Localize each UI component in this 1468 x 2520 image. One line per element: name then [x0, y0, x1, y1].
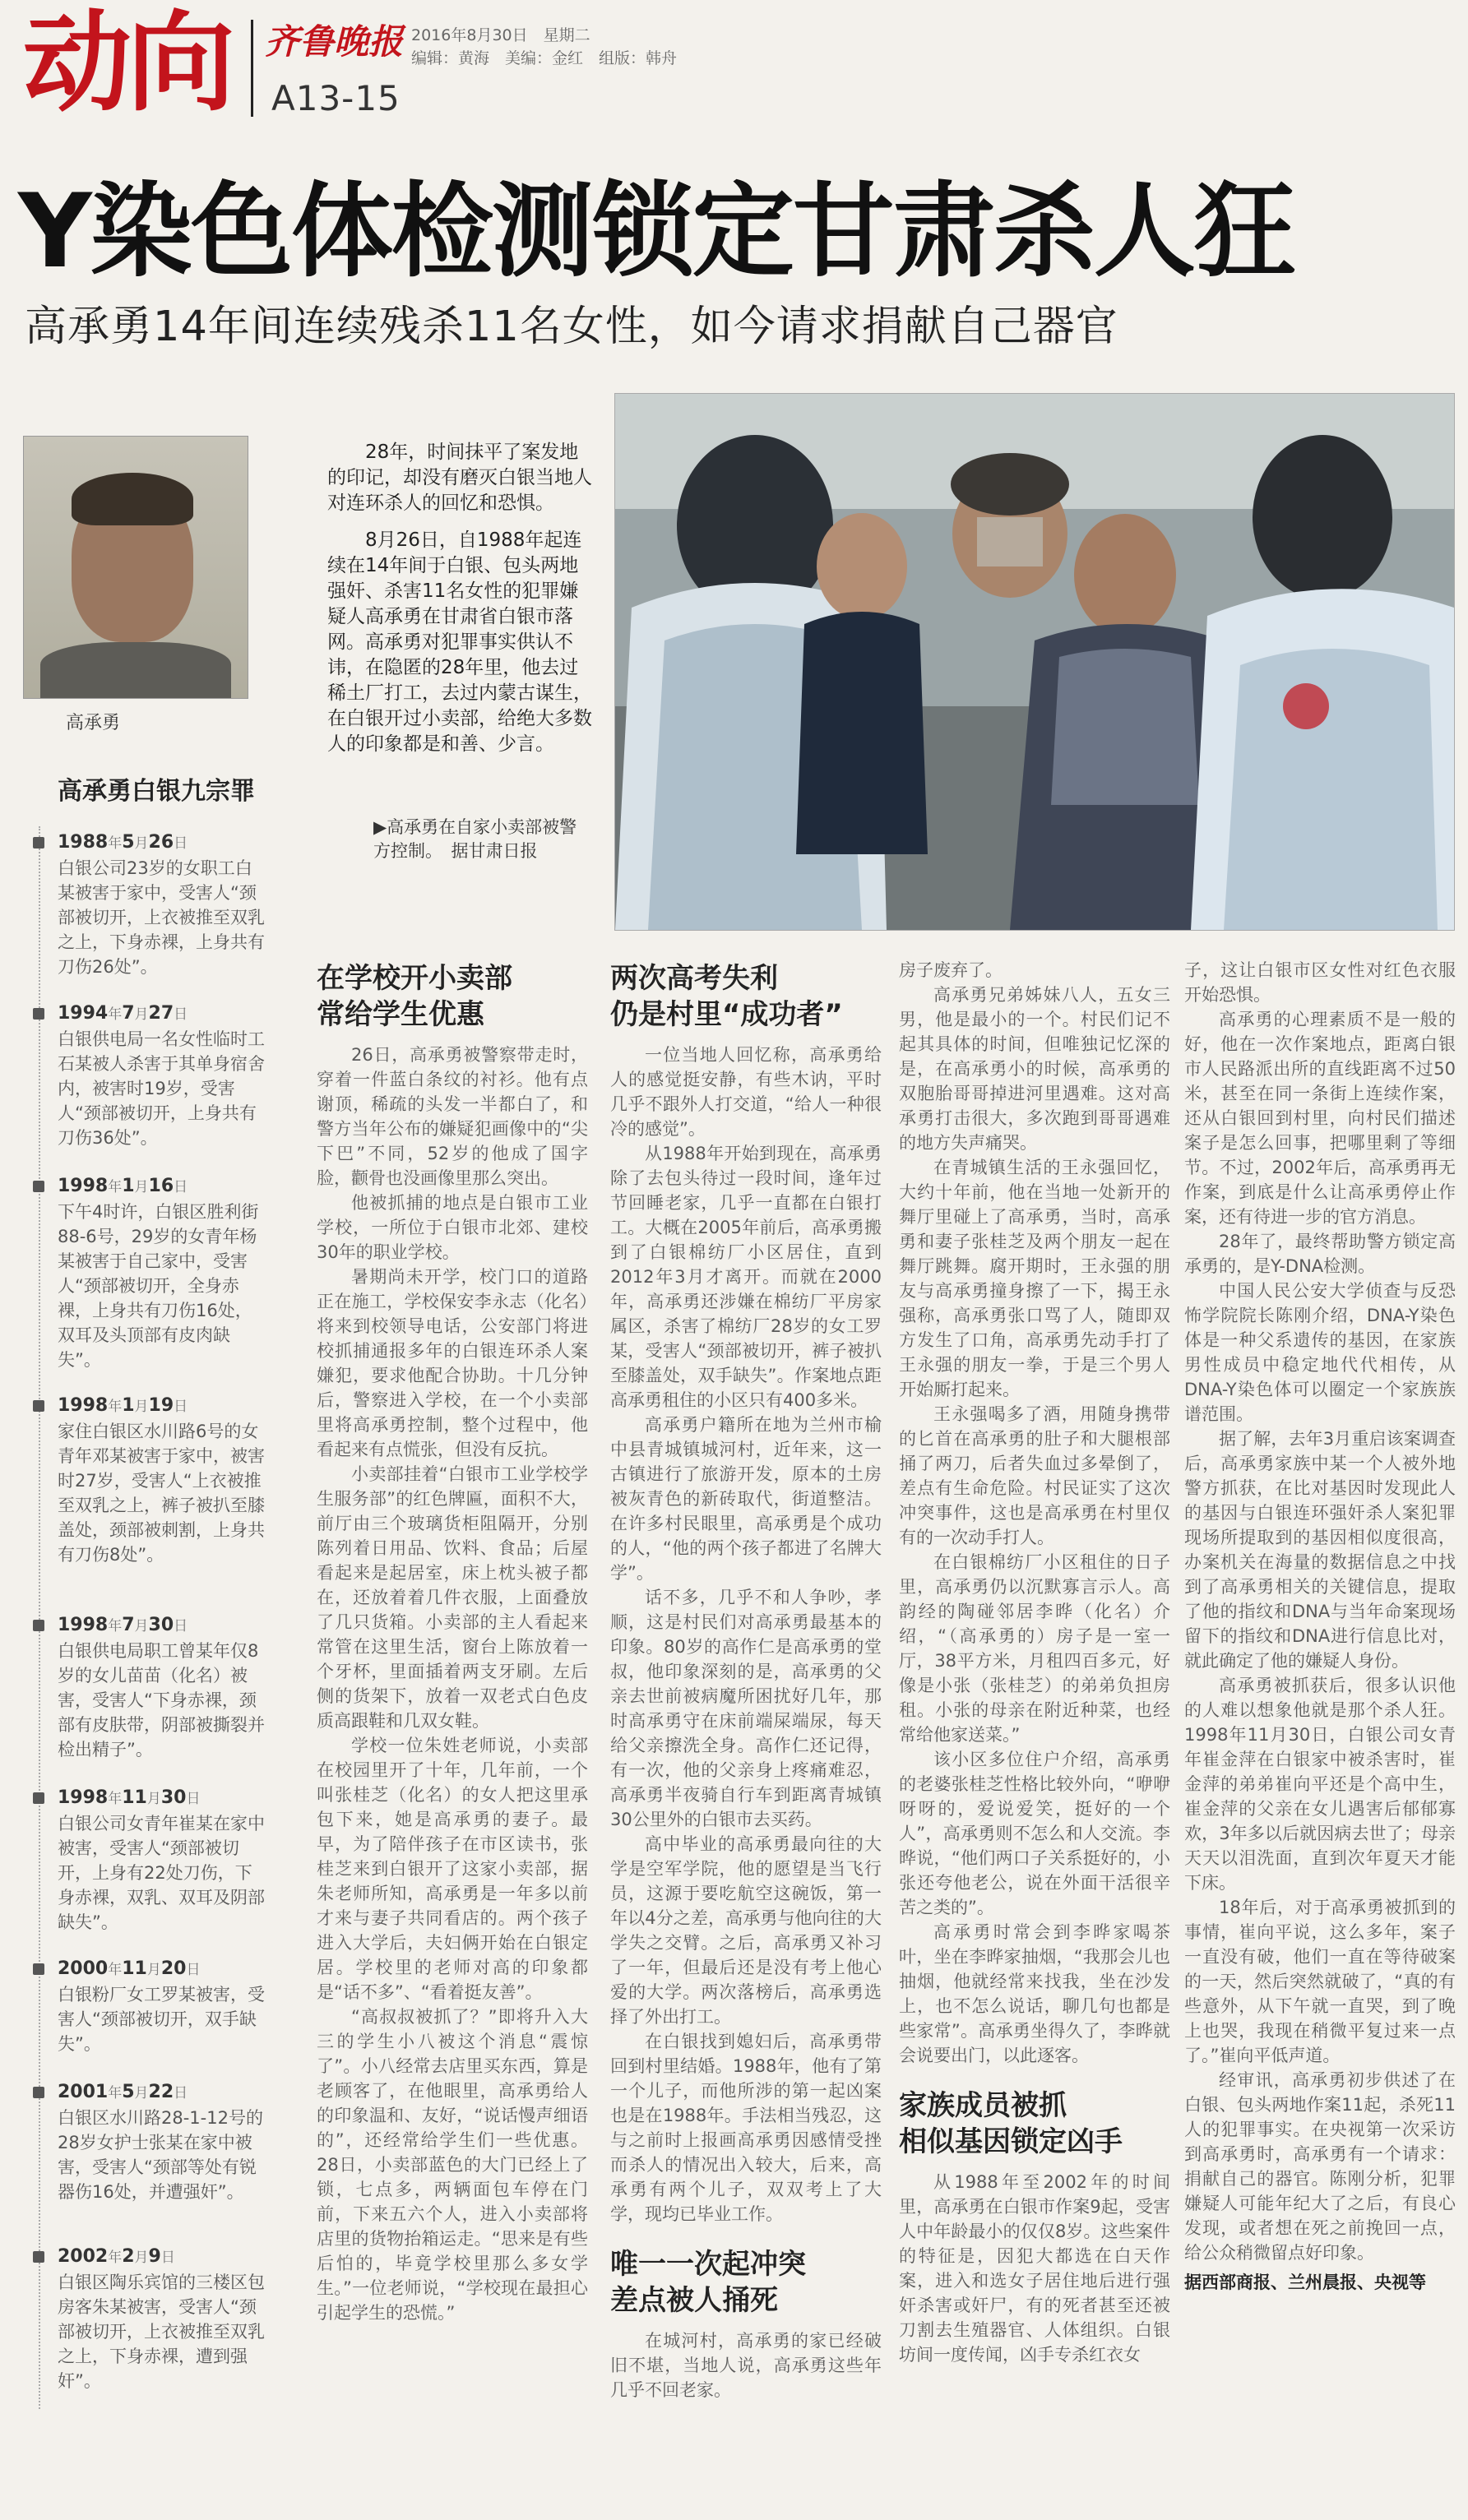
timeline-entry [58, 1957, 267, 2056]
date-day: 20 [160, 1958, 187, 1979]
date-day: 22 [148, 2082, 174, 2102]
paragraph: 从1988年开始到现在，高承勇除了去包头待过一段时间，逢年过节回睡老家，几乎一直都在白银打工。大概在2005年前后，高承勇搬到了白银棉纺厂小区居住，直到2012年3月才离开。而就在2000年，高承勇还涉嫌在棉纺厂平房家属区，杀害了棉纺厂28岁的女工罗某，受害人“颈部被切开，裤子被扒至膝盖处，双手缺失”。作案地点距高承勇租住的小区只有400多米。 [610, 1144, 882, 1410]
paragraph: 据了解，去年3月重启该案调查后，高承勇家族中某一个人被外地警方抓获，在比对基因时发现此人的基因与白银连环强奸杀人案犯罪现场所提取到的基因相似度很高，办案机关在海量的数据信息之中找到了高承勇相关的关键信息，提取了他的指纹和DNA与当年命案现场留下的指纹和DNA进行信息比对，就此确定了他的嫌疑人身份。 [1184, 1429, 1456, 1671]
timeline-entry [58, 1394, 267, 1567]
date-day: 9 [148, 2246, 161, 2267]
date-unit: 月 [146, 1791, 161, 1807]
timeline-date [58, 1174, 267, 1200]
timeline-date [58, 2080, 267, 2106]
timeline-date [58, 2245, 267, 2270]
date-month: 7 [122, 1615, 135, 1635]
timeline-marker [33, 1792, 44, 1804]
issue-date: 2016年8月30日 星期二 [411, 26, 590, 44]
timeline-marker [33, 1963, 44, 1975]
date-month: 5 [122, 2082, 135, 2102]
column-1-body [317, 1043, 588, 2325]
timeline-text: 白银区水川路28-1-12号的28岁女护士张某在家中被害，受害人“颈部等处有锐器伤16处，并遭强奸”。 [58, 2108, 263, 2202]
timeline-marker [33, 2251, 44, 2263]
paragraph: 话不多，几乎不和人争吵，孝顺，这是村民们对高承勇最基本的印象。80岁的高作仁是高承勇的堂叔，他印象深刻的是，高承勇的父亲去世前被病魔所困扰好几年，那时高承勇守在床前端屎端尿，每天给父亲擦洗全身。高作仁还记得，有一次，他的父亲身上疼痛难忍，高承勇半夜骑自行车到距离青城镇30公里外的白银市去买药。 [610, 1588, 882, 1829]
column-3-body-top [899, 958, 1170, 2068]
date-day: 30 [148, 1615, 174, 1635]
date-unit: 月 [134, 1006, 149, 1023]
timeline-marker [33, 1620, 44, 1631]
newspaper-logo: 齐鲁晚报 [265, 21, 404, 62]
paragraph: 18年后，对于高承勇被抓到的事情，崔向平说，这么多年，案子一直没有破，他们一直在等待破案的一天，然后突然就破了，“真的有些意外，从下午就一直哭，到了晚上也哭，我现在稍微平复过来一点了。”崔向平低声道。 [1184, 1898, 1456, 2065]
paragraph: 高承勇户籍所在地为兰州市榆中县青城镇城河村，近年来，这一古镇进行了旅游开发，原本的土房被灰青色的新砖取代，街道整洁。在许多村民眼里，高承勇是个成功的人，“他的两个孩子都进了名牌大学”。 [610, 1415, 882, 1583]
timeline-text: 白银供电局一名女性临时工石某被人杀害于其单身宿舍内，被害时19岁，受害人“颈部被切开，上身共有刀伤36处”。 [58, 1029, 265, 1148]
date-unit: 月 [146, 1962, 161, 1978]
paragraph: 暑期尚未开学，校门口的道路正在施工，学校保安李永志（化名）将来到校领导电话，公安部门将进校抓捕通报多年的白银连环杀人案嫌犯，要求他配合协助。十几分钟后，警察进入学校，在一个小卖部里将高承勇控制，整个过程中，他看起来有点慌张，但没有反抗。 [317, 1267, 588, 1459]
timeline-line [39, 826, 41, 2409]
paragraph: 子，这让白银市区女性对红色衣服开始恐惧。 [1184, 960, 1456, 1005]
portrait-hair [72, 473, 193, 525]
date-day: 19 [148, 1395, 174, 1416]
date-unit: 年 [108, 1399, 123, 1415]
paragraph: 26日，高承勇被警察带走时，穿着一件蓝白条纹的衬衫。他有点谢顶，稀疏的头发一半都白了，和警方当年公布的嫌疑犯画像中的“尖下巴”不同，52岁的他成了国字脸，颧骨也没画像里那么突出。 [317, 1045, 588, 1188]
timeline-marker [33, 1400, 44, 1412]
timeline-entry [58, 1174, 267, 1372]
timeline-entry [58, 1001, 267, 1150]
column-2 [610, 960, 882, 2402]
timeline-date [58, 830, 267, 856]
date-day: 30 [160, 1787, 187, 1808]
timeline-entry [58, 1613, 267, 1762]
date-year: 1998 [58, 1615, 109, 1635]
timeline-date [58, 1001, 267, 1027]
paragraph: 在白银棉纺厂小区租住的日子里，高承勇仍以沉默寡言示人。高韵经的陶碰邻居李晔（化名）介绍，“（高承勇的）房子是一室一厅，38平方米，月租四百多元，好像是小张（张桂芝）的弟弟负担房租。小张的母亲在附近种菜，也经常给他家送菜。” [899, 1552, 1170, 1745]
column-2b-heading: 唯一一次起冲突 差点被人捅死 [610, 2248, 806, 2317]
date-unit: 月 [134, 2250, 149, 2266]
date-month: 11 [122, 1787, 147, 1808]
paragraph: 他被抓捕的地点是白银市工业学校，一所位于白银市北郊、建校30年的职业学校。 [317, 1193, 588, 1262]
section-title: 动向 [23, 0, 230, 127]
timeline-text: 白银区陶乐宾馆的三楼区包房客朱某被害，受害人“颈部被切开，上衣被推至双乳之上，下身赤裸，遭到强奸”。 [58, 2273, 265, 2391]
date-unit: 日 [186, 1791, 201, 1807]
paragraph: 28年了，最终帮助警方锁定高承勇的，是Y-DNA检测。 [1184, 1232, 1456, 1276]
paragraph: 高承勇被抓获后，很多认识他的人难以想象他就是那个杀人狂。1998年11月30日，白银公司女青年崔金萍在白银家中被杀害时，崔金萍的弟弟崔向平还是个高中生，崔金萍的父亲在女儿遇害后郁郁寡欢，3年多以后就因病去世了；母亲天天以泪洗面，直到次年夏天才能下床。 [1184, 1676, 1456, 1893]
timeline-marker [33, 837, 44, 848]
timeline-marker [33, 1181, 44, 1192]
paragraph: 经审讯，高承勇初步供述了在白银、包头两地作案11起，杀死11人的犯罪事实。在央视第一次采访到高承勇时，高承勇有一个请求：捐献自己的器官。陈刚分析，犯罪嫌疑人可能年纪大了之后，有良心发现，或者想在死之前挽回一点，给公众稍微留点好印象。 [1184, 2070, 1456, 2263]
date-unit: 年 [108, 1006, 123, 1023]
date-unit: 年 [108, 1791, 123, 1807]
paragraph: “高叔叔被抓了？”即将升入大三的学生小八被这个消息“震惊了”。小八经常去店里买东西，算是老顾客了，在他眼里，高承勇给人的印象温和、友好，“说话慢声细语的”，还经常给学生们一些优惠。28日，小卖部蓝色的大门已经上了锁，七点多，两辆面包车停在门前，下来五六个人，进入小卖部将店里的货物抬箱运走。“思来是有些后怕的，毕竟学校里那么多女学生。”一位老师说，“学校现在最担心引起学生的恐慌。” [317, 2007, 588, 2323]
column-3-heading: 家族成员被抓 相似基因锁定凶手 [899, 2089, 1123, 2158]
paragraph: 在青城镇生活的王永强回忆，大约十年前，他在当地一处新开的舞厅里碰上了高承勇，当时，高承勇和妻子张桂芝及两个朋友一起在舞厅跳舞。腐开期时，王永强的朋友与高承勇撞身擦了一下，揭王永强称，高承勇张口骂了人，随即双方发生了口角，高承勇先动手打了王永强的朋友一拳，于是三个男人开始厮打起来。 [899, 1158, 1170, 1399]
editors-credit: 编辑：黄海 美编：金红 组版：韩舟 [411, 49, 678, 67]
paragraph: 王永强喝多了酒，用随身携带的匕首在高承勇的肚子和大腿根部捅了两刀，后者失血过多晕倒了，差点有生命危险。村民证实了这次冲突事件，这也是高承勇在村里仅有的一次动手打人。 [899, 1404, 1170, 1547]
timeline-marker [33, 2087, 44, 2098]
date-year: 2002 [58, 2246, 109, 2267]
paragraph: 学校一位朱姓老师说，小卖部在校园里开了十年，几年前，一个叫张桂芝（化名）的女人把这里承包下来，她是高承勇的妻子。最早，为了陪伴孩子在市区读书，张桂芝来到白银开了这家小卖部，据朱老师所知，高承勇是一年多以前才来与妻子共同看店的。两个孩子进入大学后，夫妇俩开始在白银定居。学校里的老师对高的印象都是“话不多”、“看着挺友善”。 [317, 1736, 588, 2002]
date-unit: 年 [108, 1618, 123, 1635]
headline: Y染色体检测锁定甘肃杀人狂 [18, 173, 1294, 291]
paragraph: 小卖部挂着“白银市工业学校学生服务部”的红色牌匾，面积不大，前厅由三个玻璃货柜阻隔开，分别陈列着日用品、饮料、食品；后屋看起来是起居室，床上枕头被子都在，还放着着几件衣服，上面叠放了几只货箱。小卖部的主人看起来常管在这里生活，窗台上陈放着一个牙杯，里面插着两支牙刷。左后侧的货架下，放着一双老式白色皮质高跟鞋和几双女鞋。 [317, 1464, 588, 1731]
timeline-date [58, 1786, 267, 1811]
subheadline: 高承勇14年间连续残杀11名女性，如今请求捐献自己器官 [25, 303, 1118, 351]
column-2-body [610, 1043, 882, 2226]
date-day: 26 [148, 832, 174, 853]
timeline-text: 白银公司女青年崔某在家中被害，受害人“颈部被切开，上身有22处刀伤，下身赤裸，双乳、双耳及阴部缺失”。 [58, 1814, 265, 1932]
lead-paragraph-2: 8月26日，自1988年起连续在14年间于白银、包头两地强奸、杀害11名女性的犯罪嫌疑人高承勇在甘肃省白银市落网。高承勇对犯罪事实供认不讳，在隐匿的28年里，他去过稀土厂打工，去过内蒙古谋生，在白银开过小卖部，给绝大多数人的印象都是和善、少言。 [327, 529, 592, 755]
date-day: 27 [148, 1003, 174, 1024]
column-3-body-bottom [899, 2170, 1170, 2367]
paragraph: 在白银找到媳妇后，高承勇带回到村里结婚。1988年，他有了第一个儿子，而他所涉的第一起凶案也是在1988年。手法相当残忍，这与之前时上报画高承勇因感情受挫而杀人的情况出入较大，后来，高承勇有两个儿子，双双考上了大学，现均已毕业工作。 [610, 2032, 882, 2224]
paragraph: 高承勇兄弟姊妹八人，五女三男，他是最小的一个。村民们记不起其具体的时间，但唯独记忆深的是，在高承勇小的时候，高承勇的双胞胎哥哥掉进河里遇难。这对高承勇打击很大，多次跑到哥哥遇难的地方失声痛哭。 [899, 985, 1170, 1153]
date-year: 1998 [58, 1395, 109, 1416]
column-2-heading: 两次高考失利 仍是村里“成功者” [610, 962, 843, 1031]
date-month: 11 [122, 1958, 147, 1979]
date-month: 1 [122, 1176, 135, 1196]
date-year: 2001 [58, 2082, 109, 2102]
portrait-caption: 高承勇 [66, 713, 121, 733]
date-unit: 月 [134, 1618, 149, 1635]
date-month: 5 [122, 832, 135, 853]
date-unit: 月 [134, 1399, 149, 1415]
date-unit: 日 [174, 1399, 188, 1415]
timeline-marker [33, 1008, 44, 1020]
date-month: 1 [122, 1395, 135, 1416]
date-unit: 年 [108, 1962, 123, 1978]
timeline-date [58, 1394, 267, 1419]
lead-paragraph-1: 28年，时间抹平了案发地的印记，却没有磨灭白银当地人对连环杀人的回忆和恐惧。 [327, 442, 592, 514]
date-unit: 月 [134, 2085, 149, 2102]
date-unit: 年 [108, 2250, 123, 2266]
arrest-photo [614, 393, 1455, 931]
timeline-text: 白银供电局职工曾某年仅8岁的女儿苗苗（化名）被害，受害人“下身赤裸，颈部有皮肤带，阴部被撕裂并检出精子”。 [58, 1641, 265, 1759]
paragraph: 高承勇的心理素质不是一般的好，他在一次作案地点，距离白银市人民路派出所的直线距离不过50米，甚至在同一条街上连续作案，还从白银回到村里，向村民们描述案子是怎么回事，把哪里剩了等细节。不过，2002年后，高承勇再无作案，到底是什么让高承勇停止作案，还有待进一步的官方消息。 [1184, 1010, 1456, 1227]
arrest-photo-illustration [615, 394, 1454, 930]
paragraph: 高承勇时常会到李晔家喝茶叶，坐在李晔家抽烟，“我那会儿也抽烟，他就经常来找我，坐在沙发上，也不怎么说话，聊几句也都是些家常”。高承勇坐得久了，李晔就会说要出门，以此逐客。 [899, 1922, 1170, 2065]
timeline-title: 高承勇白银九宗罪 [58, 777, 255, 806]
timeline-text: 白银公司23岁的女职工白某被害于家中，受害人“颈部被切开，上衣被推至双乳之上，下身赤裸，上身共有刀伤26处”。 [58, 858, 265, 977]
column-1 [317, 960, 588, 2325]
date-unit: 日 [174, 1006, 188, 1023]
paragraph: 该小区多位住户介绍，高承勇的老婆张桂芝性格比较外向，“咿咿呀呀的，爱说爱笑，挺好的一个人”，高承勇则不怎么和人交流。李晔说，“他们两口子关系挺好的，小张还夸他老公，说在外面干活很辛苦之类的”。 [899, 1750, 1170, 1917]
column-4 [1184, 958, 1456, 2295]
column-2b-body [610, 2328, 882, 2402]
date-unit: 日 [174, 1618, 188, 1635]
date-unit: 日 [174, 835, 188, 852]
date-year: 1994 [58, 1003, 109, 1024]
lead-text [327, 440, 595, 757]
paragraph: 高中毕业的高承勇最向往的大学是空军学院，他的愿望是当飞行员，这源于要吃航空这碗饭，第一年以4分之差，高承勇与他向往的大学失之交臂。之后，高承勇又补习了一年，但最后还是没有考上他心爱的大学。两次落榜后，高承勇选择了外出打工。 [610, 1834, 882, 2027]
timeline-text: 下午4时许，白银区胜利街88-6号，29岁的女青年杨某被害于自己家中，受害人“颈部被切开，全身赤裸，上身共有刀伤16处，双耳及头顶部有皮肉缺失”。 [58, 1202, 259, 1370]
photo-caption: ▶高承勇在自家小卖部被警方控制。 据甘肃日报 [373, 817, 577, 861]
timeline-text: 白银粉厂女工罗某被害，受害人“颈部被切开，双手缺失”。 [58, 1985, 265, 2054]
date-month: 2 [122, 2246, 135, 2267]
date-unit: 日 [174, 1179, 188, 1195]
timeline-date [58, 1957, 267, 1982]
suspect-portrait [23, 436, 248, 699]
column-3 [899, 958, 1170, 2367]
timeline-entry [58, 830, 267, 979]
date-unit: 日 [174, 2085, 188, 2102]
timeline-text: 家住白银区水川路6号的女青年邓某被害于家中，被害时27岁，受害人“上衣被推至双乳之上，裤子被扒至膝盖处，颈部被刺割，上身共有刀伤8处”。 [58, 1422, 265, 1565]
date-year: 1998 [58, 1176, 109, 1196]
timeline-entry [58, 1786, 267, 1935]
date-unit: 年 [108, 835, 123, 852]
date-unit: 年 [108, 1179, 123, 1195]
date-unit: 日 [160, 2250, 175, 2266]
date-year: 1998 [58, 1787, 109, 1808]
date-day: 16 [148, 1176, 174, 1196]
source-credit: 据西部商报、兰州晨报、央视等 [1184, 2273, 1426, 2292]
timeline-date [58, 1613, 267, 1639]
date-unit: 年 [108, 2085, 123, 2102]
paragraph: 从1988年至2002年的时间里，高承勇在白银市作案9起，受害人中年龄最小的仅仅8岁。这些案件的特征是，因犯大都选在白天作案，进入和选女子居住地后进行强奸杀害或奸尸，有的死者甚至还被刀割去生殖器官、人体组织。白银坊间一度传闻，凶手专杀红衣女 [899, 2172, 1170, 2365]
column-1-heading: 在学校开小卖部 常给学生优惠 [317, 962, 512, 1031]
timeline-entry [58, 2080, 267, 2204]
page-range: A13-15 [271, 78, 401, 118]
masthead-divider [251, 20, 253, 117]
date-unit: 月 [134, 835, 149, 852]
paragraph: 中国人民公安大学侦查与反恐怖学院院长陈刚介绍，DNA-Y染色体是一种父系遗传的基因，在家族男性成员中稳定地代代相传，从DNA-Y染色体可以圈定一个家族族谱范围。 [1184, 1281, 1456, 1424]
date-month: 7 [122, 1003, 135, 1024]
timeline-entry [58, 2245, 267, 2393]
portrait-shirt [40, 642, 231, 698]
paragraph: 一位当地人回忆称，高承勇给人的感觉挺安静，有些木讷，平时几乎不跟外人打交道，“给人一种很冷的感觉”。 [610, 1045, 882, 1139]
paragraph: 房子废弃了。 [899, 960, 1003, 980]
date-unit: 月 [134, 1179, 149, 1195]
column-4-body [1184, 958, 1456, 2265]
paragraph: 在城河村，高承勇的家已经破旧不堪，当地人说，高承勇这些年几乎不回老家。 [610, 2331, 882, 2400]
date-year: 1988 [58, 832, 109, 853]
date-unit: 日 [186, 1962, 201, 1978]
date-year: 2000 [58, 1958, 109, 1979]
